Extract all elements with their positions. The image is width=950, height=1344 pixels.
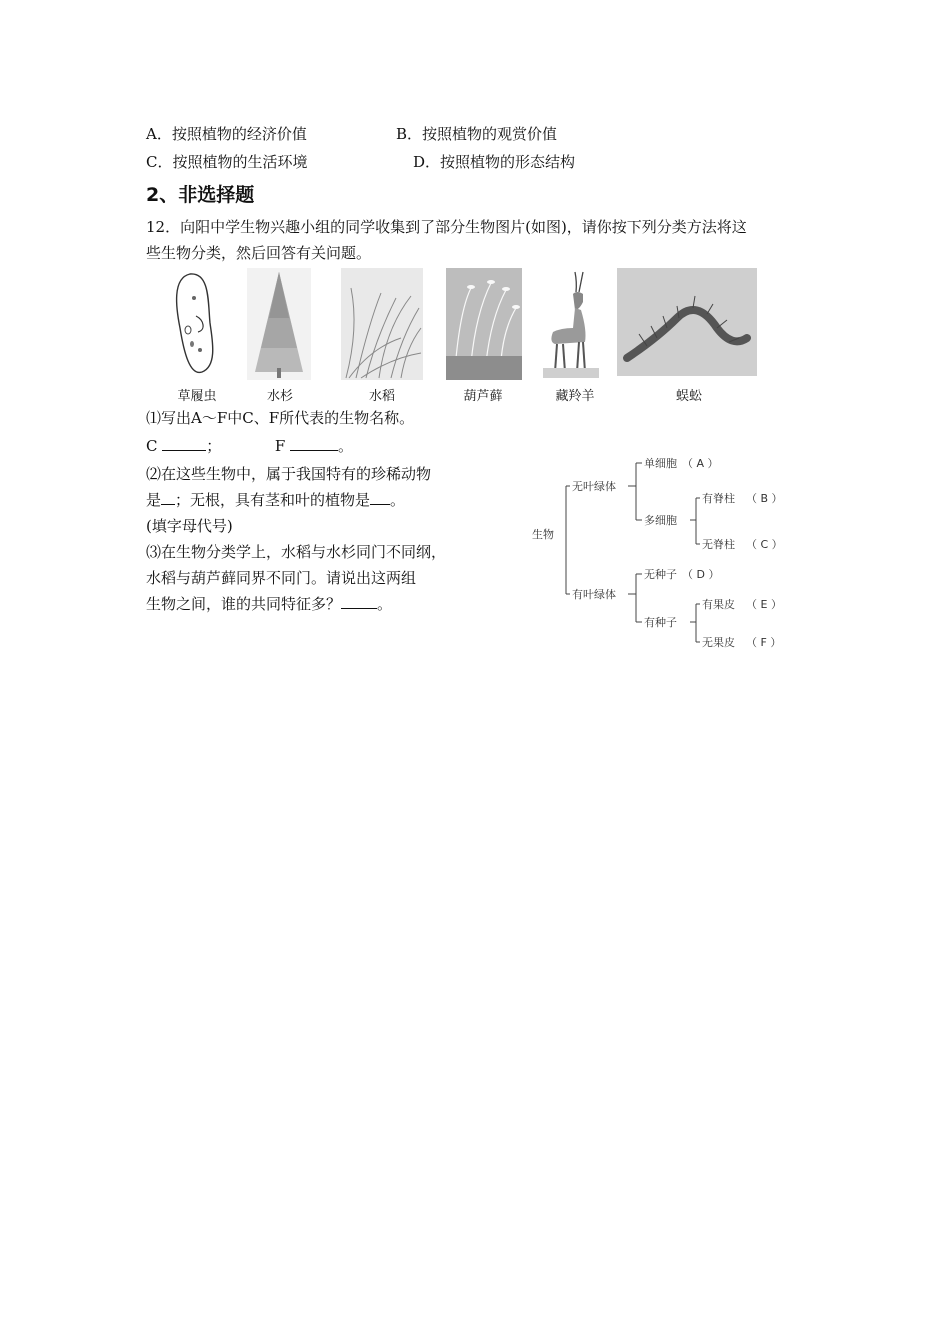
tree-no-chloroplast: 无叶绿体 (572, 480, 616, 493)
caption-dawn-redwood: 水杉 (266, 389, 293, 404)
option-d: D．按照植物的形态结构 (413, 153, 576, 171)
centipede-icon (617, 268, 757, 376)
question-line-1: 12．向阳中学生物兴趣小组的同学收集到了部分生物图片(如图)，请你按下列分类方法将这 (146, 218, 747, 236)
answer-blank-compare[interactable] (341, 594, 377, 609)
tree-has-seed: 有种子 (644, 616, 677, 629)
antelope-icon (541, 268, 601, 380)
tree-no-pericarp: 无果皮 (702, 636, 735, 649)
answer-blank-plant[interactable] (370, 490, 390, 505)
caption-moss: 葫芦藓 (463, 389, 503, 404)
caption-centipede: 蜈蚣 (675, 389, 702, 404)
rice-icon (341, 268, 423, 380)
sub-question-3-line-1: ⑶在生物分类学上，水稻与水杉同门不同纲， (146, 543, 447, 561)
caption-paramecium: 草履虫 (177, 389, 217, 404)
answer-blank-c[interactable] (162, 436, 206, 451)
moss-icon (446, 268, 522, 380)
centipede-image (617, 268, 757, 376)
tree-vertebrate: 有脊柱 (702, 492, 735, 505)
answer-blank-f[interactable] (290, 436, 338, 451)
sub-question-3-line-2: 水稻与葫芦藓同界不同门。请说出这两组 (146, 569, 417, 587)
sub-question-1: ⑴写出A～F中C、F所代表的生物名称。 (146, 409, 415, 427)
tree-tag-f: （ F ） (746, 636, 782, 649)
sub-question-2-note: (填字母代号) (146, 517, 233, 535)
option-c: C．按照植物的生活环境 (146, 153, 308, 171)
dawn-redwood-image (247, 268, 311, 380)
sub-question-3-line-3: 生物之间，谁的共同特征多？ 。 (146, 595, 393, 613)
tree-root: 生物 (532, 528, 554, 541)
dawn-redwood-icon (247, 268, 311, 380)
moss-image (446, 268, 522, 380)
tree-tag-a: （ A ） (682, 457, 719, 470)
tree-multi-cell: 多细胞 (644, 514, 677, 527)
rice-image (341, 268, 423, 380)
tree-invertebrate: 无脊柱 (702, 538, 735, 551)
tree-single-cell: 单细胞 (644, 457, 677, 470)
sub-question-2-line-2: 是 ；无根，具有茎和叶的植物是 。 (146, 491, 406, 509)
section-title: 2、非选择题 (146, 184, 255, 206)
tree-no-seed: 无种子 (644, 568, 677, 581)
tree-tag-e: （ E ） (746, 598, 782, 611)
caption-rice: 水稻 (368, 389, 395, 404)
paramecium-image (160, 268, 225, 380)
answer-blank-animal[interactable] (161, 490, 175, 505)
option-a: A．按照植物的经济价值 (146, 125, 307, 143)
option-b: B．按照植物的观赏价值 (396, 125, 558, 143)
caption-antelope: 藏羚羊 (555, 389, 595, 404)
paramecium-icon (160, 268, 225, 380)
tree-tag-b: （ B ） (746, 492, 783, 505)
tree-has-pericarp: 有果皮 (702, 598, 735, 611)
antelope-image (541, 268, 601, 380)
sub-question-1-answers: C ； F 。 (146, 437, 354, 455)
question-line-2: 些生物分类，然后回答有关问题。 (146, 244, 372, 262)
classification-tree (530, 450, 800, 655)
tree-tag-c: （ C ） (746, 538, 783, 551)
tree-has-chloroplast: 有叶绿体 (572, 588, 616, 601)
sub-question-2-line-1: ⑵在这些生物中，属于我国特有的珍稀动物 (146, 465, 432, 483)
tree-tag-d: （ D ） (682, 568, 720, 581)
